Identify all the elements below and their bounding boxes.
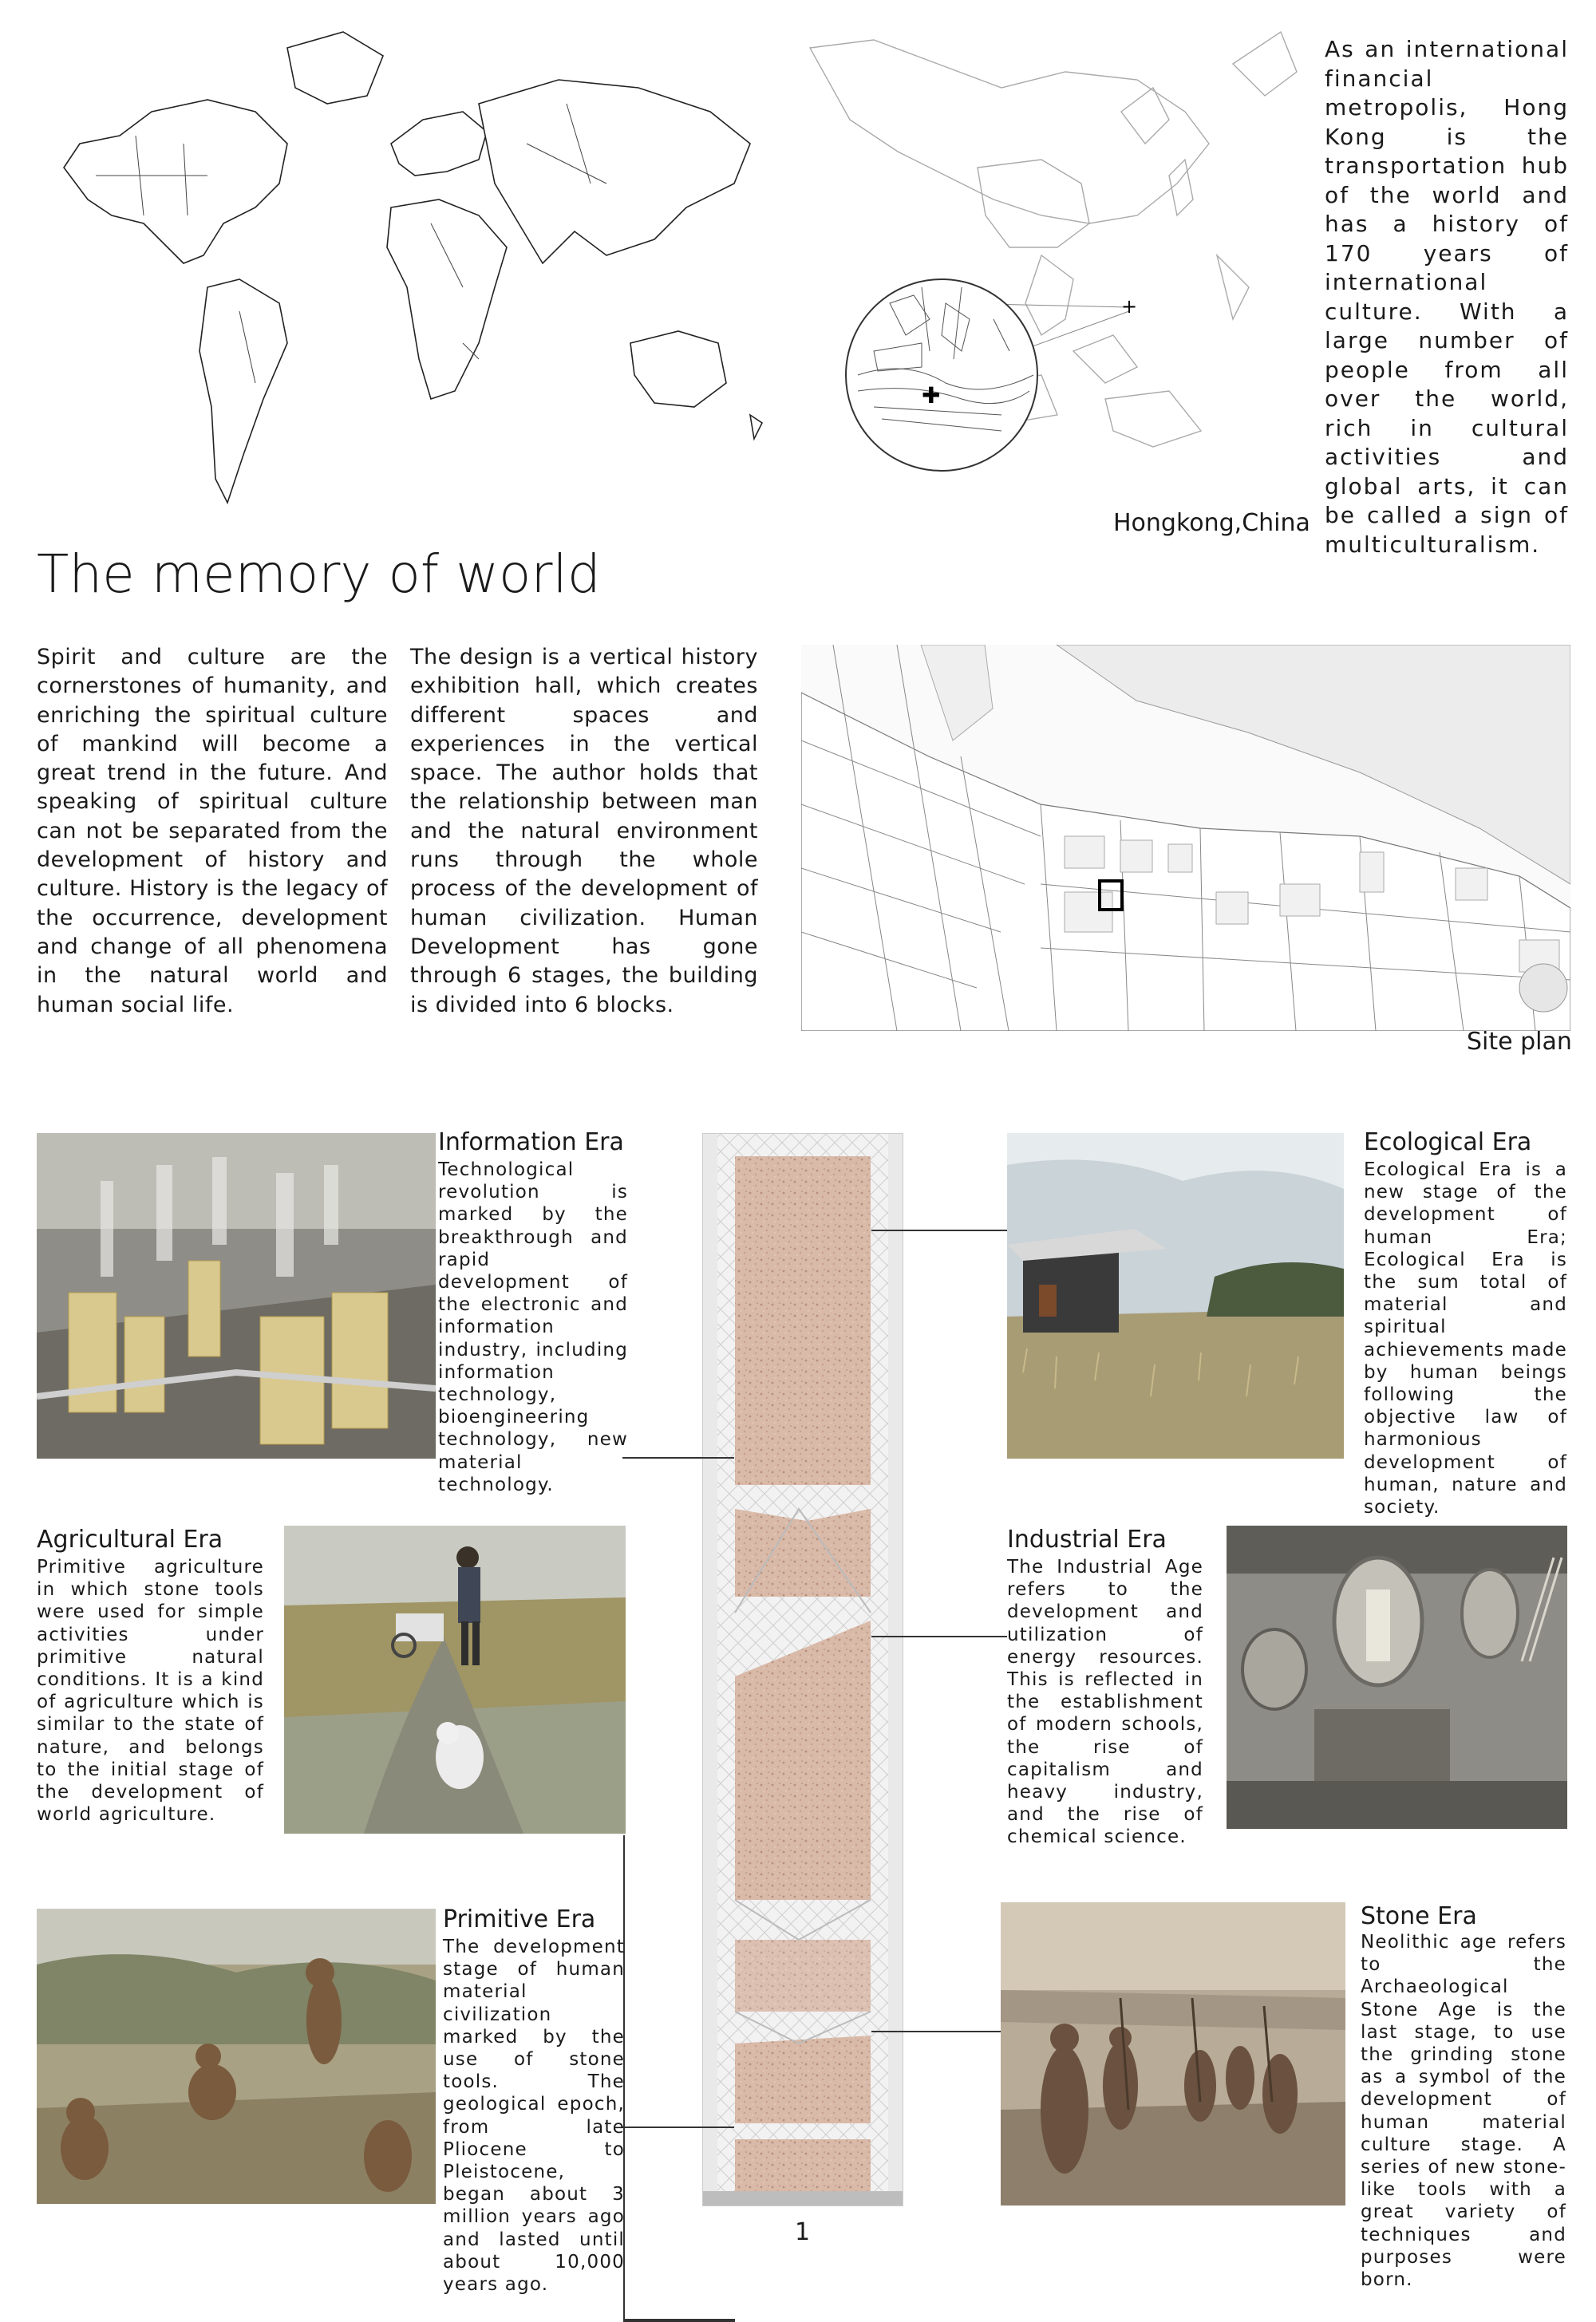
industrial-era-image (1227, 1526, 1567, 1829)
connector-industrial (871, 1636, 1007, 1637)
site-plan (801, 645, 1570, 1031)
connector-ecological (871, 1230, 1007, 1231)
agricultural-era-title: Agricultural Era (37, 1526, 223, 1554)
svg-text:✚: ✚ (922, 382, 941, 409)
page-title: The memory of world (37, 543, 601, 605)
connector-stone (871, 2031, 1003, 2032)
stone-era-text: Neolithic age refers to the Archaeological Stone Age is the last stage, to use the grinding stone as a symbol of the development of human material culture stage. A series of new stone-like tools with a great variety of techniques and purposes were born. (1361, 1932, 1566, 2291)
connector-primitive (622, 2127, 734, 2128)
paragraph-design: The design is a vertical history exhibition hall, which creates different spaces and experiences in the vertical space. The author holds that the relationship between man and the natural environment runs through the whole process of the development of human civilization. Human Development has gone through 6 stages, the building is divided into 6 blocks. (410, 645, 758, 1017)
primitive-era-image (37, 1909, 436, 2204)
stone-era-image (1001, 1902, 1345, 2206)
primitive-era-text: The development stage of human material civilization marked by the use of stone tools. The geological epoch, from late Pliocene to Pleistocene, began about 3 million years ago and lasted until about 10,000 years ago. (443, 1937, 625, 2296)
page-number: 1 (795, 2218, 811, 2246)
agricultural-era-image (284, 1526, 626, 1834)
industrial-era-text: The Industrial Age refers to the development and utilization of energy resources. This is reflected in the establishment of modern schools, the rise of capitalism and heavy industry, and the rise of chemical science. (1007, 1557, 1203, 1848)
vertical-section (702, 1133, 903, 2206)
information-era-image (37, 1133, 436, 1459)
map-caption: Hongkong,China (1113, 509, 1310, 537)
asia-map (802, 16, 1313, 511)
ecological-era-text: Ecological Era is a new stage of the development of human Era; Ecological Era is the sum total of material and spiritual achievements made by human beings following the objective law of harmonious development of human, nature and society. (1364, 1159, 1567, 1518)
connector-information (622, 1457, 734, 1459)
site-plan-caption: Site plan (1467, 1028, 1572, 1056)
information-era-title: Information Era (438, 1128, 624, 1156)
information-era-text: Technological revolution is marked by the breakthrough and rapid development of the electronic and information industry, including information technology, bioengineering technology, new material technology. (438, 1159, 628, 1495)
industrial-era-title: Industrial Era (1007, 1526, 1167, 1554)
stone-era-title: Stone Era (1361, 1902, 1477, 1930)
agricultural-era-text: Primitive agriculture in which stone tools were used for simple activities under primitive natural conditions. It is a kind of agriculture which is similar to the state of nature, and belongs to the initial stage of the development of world agriculture. (37, 1557, 264, 1826)
world-map (48, 24, 766, 527)
primitive-era-title: Primitive Era (443, 1905, 596, 1933)
ecological-era-title: Ecological Era (1364, 1128, 1532, 1156)
paragraph-spirit-culture: Spirit and culture are the cornerstones of humanity, and enriching the spiritual culture of mankind will become a great trend in the future. And speaking of spiritual culture can not be separated from the development of history and culture. History is the legacy of the occurrence, development and change of all phenomena in the natural world and human social life. (37, 645, 388, 1017)
hk-intro-text: As an international financial metropolis, Hong Kong is the transportation hub of the world and has a history of 170 years of international culture. With a large number of people from all over the world, rich in cultural activities and global arts, it can be called a sign of multiculturalism. (1325, 36, 1569, 558)
ecological-era-image (1007, 1133, 1344, 1459)
svg-text:+: + (1121, 295, 1138, 318)
